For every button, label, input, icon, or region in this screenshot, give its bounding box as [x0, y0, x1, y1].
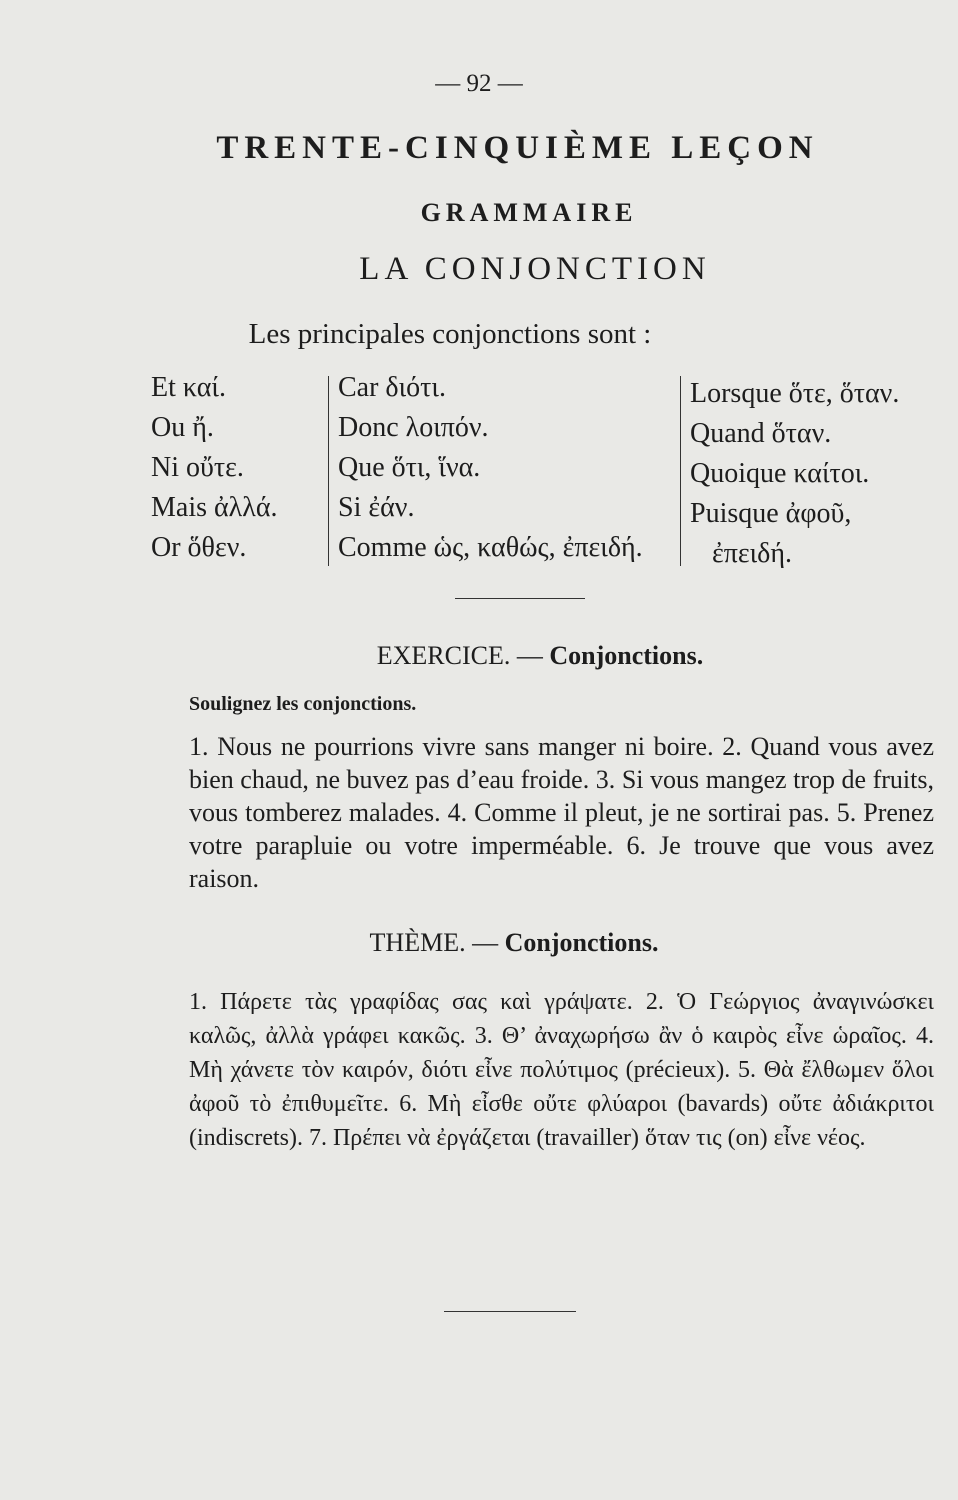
- section-title: GRAMMAIRE: [420, 198, 638, 227]
- conjunction-item: Donc λοιπόν.: [338, 412, 489, 443]
- conjunction-item: Et καί.: [151, 372, 226, 403]
- theme-text: 1. Πάρετε τὰς γραφίδας σας καὶ γράψατε. 2. Ὁ Γεώργιος ἀναγινώσκει καλῶς, ἀλλὰ γράφει κακῶς. 3. Θ’ ἀναχωρήσω ἂν ὁ καιρὸς εἶνε ὡραῖος. 4. Μὴ χάνετε τὸν καιρόν, διότι εἶνε πολύτιμος (précieux). 5. Θὰ ἔλθωμεν ὅλοι ἀφοῦ τὸ ἐπιθυμεῖτε. 6. Μὴ εἶσθε οὔτε φλύαροι (bavards) οὔτε ἀδιάκριτοι (indiscrets). 7. Πρέπει νὰ ἐργάζεται (travailler) ὅταν τις (on) εἶνε νέος.: [189, 989, 934, 1151]
- conjunction-item: Quoique καίτοι.: [690, 458, 870, 489]
- theme-title: [0, 928, 958, 958]
- exercise-title-label: EXERCICE. —: [376, 641, 543, 670]
- conjunction-item: Mais ἀλλά.: [151, 492, 278, 523]
- exercise-title-topic: Conjonctions.: [549, 641, 704, 670]
- conjunction-item: Si ἐάν.: [338, 492, 415, 523]
- conjunction-item: ἐπειδή.: [712, 538, 793, 569]
- conjunction-item: Or ὅθεν.: [151, 532, 247, 563]
- separator-rule: [444, 1311, 576, 1312]
- column-divider: [680, 376, 681, 566]
- conjunction-item: Ni οὔτε.: [151, 452, 244, 483]
- conjunction-item: Quand ὅταν.: [690, 418, 832, 449]
- conjunction-column-1: [151, 368, 278, 568]
- exercise-title: [0, 641, 958, 671]
- theme-title-label: THÈME. —: [369, 928, 499, 957]
- exercise-text: 1. Nous ne pourrions vivre sans manger ni boire. 2. Quand vous avez bien chaud, ne buvez pas d’eau froide. 3. Si vous mangez trop de fruits, vous tomberez malades. 4. Comme il pleut, je ne sortirai pas. 5. Prenez votre parapluie ou votre imperméable. 6. Je trouve que vous avez raison.: [189, 732, 934, 893]
- conjunction-item: Car διότι.: [338, 372, 446, 403]
- conjunction-item: Comme ὡς, καθώς, ἐπειδή.: [338, 532, 643, 563]
- conjunction-column-3: [690, 374, 899, 574]
- page-number: — 92 —: [435, 70, 523, 97]
- exercise-instruction: Soulignez les conjonctions.: [189, 693, 417, 715]
- conjunction-item: Que ὅτι, ἵνα.: [338, 452, 481, 483]
- conjunction-item: Ou ἤ.: [151, 412, 214, 443]
- intro-sentence: Les principales conjonctions sont :: [248, 318, 652, 350]
- column-divider: [328, 376, 329, 566]
- conjunction-item: Lorsque ὅτε, ὅταν.: [690, 378, 900, 409]
- lesson-title: TRENTE-CINQUIÈME LEÇON: [216, 130, 819, 166]
- theme-title-topic: Conjonctions.: [504, 928, 659, 957]
- conjunction-item: Puisque ἀφοῦ,: [690, 498, 852, 529]
- separator-rule: [455, 598, 585, 599]
- topic-title: LA CONJONCTION: [359, 251, 711, 287]
- conjunction-column-2: [338, 368, 643, 568]
